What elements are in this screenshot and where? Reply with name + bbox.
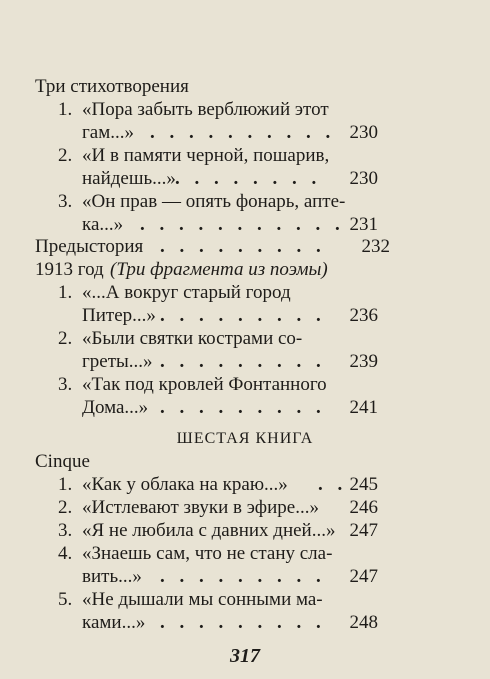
entry-title: «Знаешь сам, что не стану сла- [82, 543, 333, 564]
entry-page: 239 [349, 351, 378, 372]
entry-title: «Пора забыть верблюжий этот [82, 99, 329, 120]
entry-title: «И в памяти черной, пошарив, [82, 145, 330, 166]
entry-title-cont: Дома...» [82, 397, 149, 418]
entry-title-cont: вить...» [82, 566, 142, 587]
leader-dots: . . . . . . . . . . [150, 122, 336, 143]
entry-page: 248 [349, 612, 378, 633]
leader-dots: . . . . . . . . . . . [140, 214, 345, 235]
entry-page: 236 [349, 305, 378, 326]
book-heading: ШЕСТАЯ КНИГА [176, 430, 314, 447]
entry-title: «...А вокруг старый город [82, 282, 291, 303]
entry-number: 5. [58, 589, 73, 610]
page-number: 317 [230, 645, 260, 667]
entry-title: «Так под кровлей Фонтанного [82, 374, 327, 395]
leader-dots: . . . . . . . . . [160, 236, 326, 257]
entry-page: 231 [349, 214, 378, 235]
entry-number: 1. [58, 99, 73, 120]
entry-title-cont: греты...» [82, 351, 153, 372]
entry-title: Предыстория [35, 236, 144, 257]
entry-number: 4. [58, 543, 73, 564]
entry-page: 232 [361, 236, 390, 257]
entry-number: 1. [58, 282, 73, 303]
entry-number: 2. [58, 328, 73, 349]
section-subtitle: (Три фрагмента из поэмы) [110, 259, 328, 280]
entry-title-cont: гам...» [82, 122, 134, 143]
leader-dots: . . . . . . . . . [160, 566, 326, 587]
entry-number: 2. [58, 497, 73, 518]
entry-title-cont: ка...» [82, 214, 124, 235]
entry-number: 3. [58, 520, 73, 541]
entry-title: «Он прав — опять фонарь, апте- [82, 191, 346, 212]
entry-title: «Были святки кострами со- [82, 328, 303, 349]
leader-dots: . . . . . . . . . [160, 612, 326, 633]
leader-dots: . . . . . . . . . [160, 305, 326, 326]
section-title-text: 1913 год [35, 259, 104, 280]
entry-page: 247 [349, 566, 378, 587]
entry-title: «Истлевают звуки в эфире...» [82, 497, 319, 518]
entry-title-cont: найдешь...» [82, 168, 176, 189]
entry-page: 230 [349, 122, 378, 143]
leader-dots: . . . . . . . . . [160, 397, 326, 418]
leader-dots: . . [318, 474, 348, 495]
entry-number: 1. [58, 474, 73, 495]
entry-title: «Как у облака на краю...» [82, 474, 288, 495]
section-title-text: Три стихотворения [35, 76, 189, 97]
entry-title: «Я не любила с давних дней...» [82, 520, 336, 541]
section-title-text: Cinque [35, 451, 90, 472]
leader-dots: . . . . . . . . . [160, 351, 326, 372]
entry-title-cont: ками...» [82, 612, 146, 633]
entry-title: «Не дышали мы сонными ма- [82, 589, 323, 610]
entry-page: 247 [349, 520, 378, 541]
entry-number: 3. [58, 374, 73, 395]
entry-title-cont: Питер...» [82, 305, 156, 326]
entry-page: 230 [349, 168, 378, 189]
leader-dots: . . . . . . . . [175, 168, 322, 189]
entry-number: 2. [58, 145, 73, 166]
entry-page: 241 [349, 397, 378, 418]
entry-number: 3. [58, 191, 73, 212]
entry-page: 245 [349, 474, 378, 495]
entry-page: 246 [349, 497, 378, 518]
